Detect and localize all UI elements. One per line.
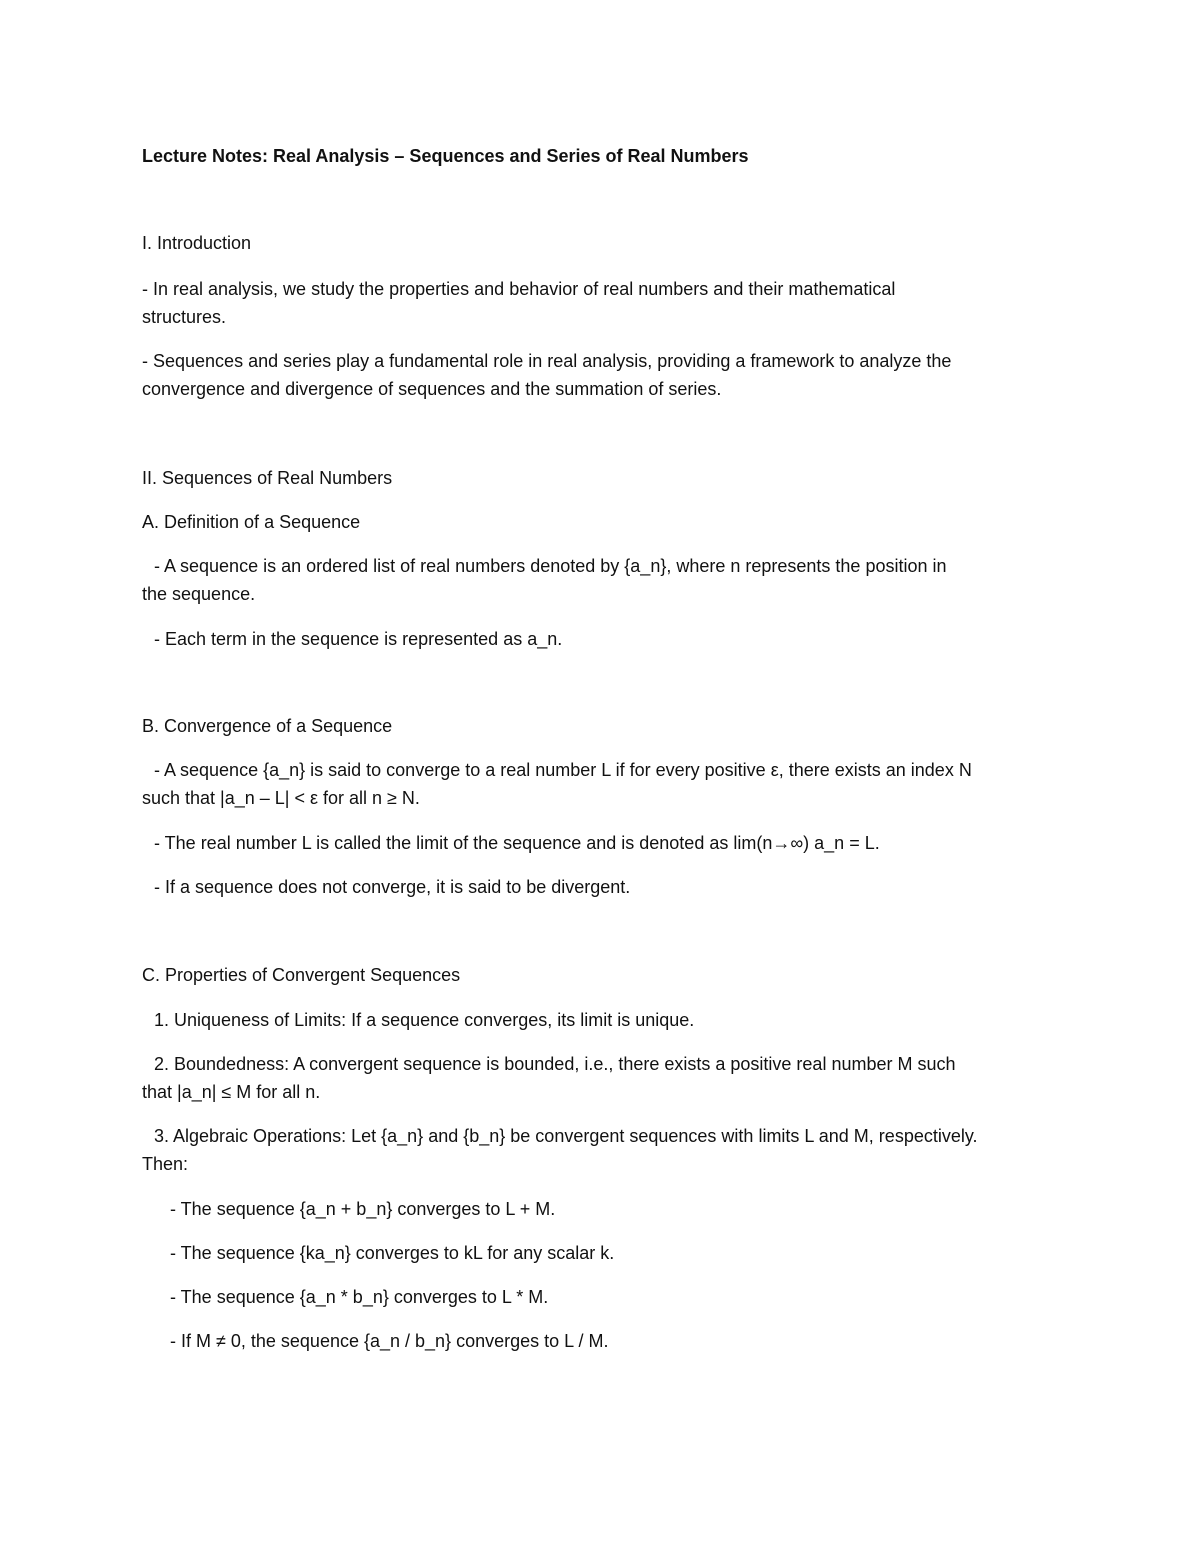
subsection-heading-properties: C. Properties of Convergent Sequences [142, 965, 461, 985]
intro-paragraph-2-line-2: convergence and divergence of sequences and the summation of series. [142, 379, 722, 399]
property-2-line-2: that |a_n| ≤ M for all n. [142, 1082, 321, 1102]
definition-bullet-2: - Each term in the sequence is represented as a_n. [154, 629, 563, 649]
property-3-line-1: 3. Algebraic Operations: Let {a_n} and {b_n} be convergent sequences with limits L and M, respectively. [154, 1126, 978, 1146]
algebraic-sub-bullet-scalar: - The sequence {ka_n} converges to kL for any scalar k. [170, 1243, 615, 1263]
document-title: Lecture Notes: Real Analysis – Sequences and Series of Real Numbers [142, 146, 749, 166]
definition-bullet-1-line-1: - A sequence is an ordered list of real numbers denoted by {a_n}, where n represents the position in [154, 556, 947, 576]
convergence-bullet-1-line-1: - A sequence {a_n} is said to converge to a real number L if for every positive ε, there exists an index N [154, 760, 972, 780]
subsection-heading-definition: A. Definition of a Sequence [142, 512, 361, 532]
convergence-bullet-2: - The real number L is called the limit of the sequence and is denoted as lim(n→∞) a_n = L. [154, 833, 880, 853]
subsection-heading-convergence: B. Convergence of a Sequence [142, 716, 393, 736]
property-3-line-2: Then: [142, 1154, 189, 1174]
convergence-bullet-1-line-2: such that |a_n – L| < ε for all n ≥ N. [142, 788, 420, 808]
section-heading-sequences: II. Sequences of Real Numbers [142, 468, 393, 488]
algebraic-sub-bullet-product: - The sequence {a_n * b_n} converges to L * M. [170, 1287, 549, 1307]
algebraic-sub-bullet-quotient: - If M ≠ 0, the sequence {a_n / b_n} converges to L / M. [170, 1331, 609, 1351]
intro-paragraph-1-line-1: - In real analysis, we study the properties and behavior of real numbers and their mathematical [142, 279, 896, 299]
intro-paragraph-1-line-2: structures. [142, 307, 227, 327]
convergence-bullet-3: - If a sequence does not converge, it is said to be divergent. [154, 877, 631, 897]
definition-bullet-1-line-2: the sequence. [142, 584, 256, 604]
section-heading-introduction: I. Introduction [142, 233, 252, 253]
algebraic-sub-bullet-sum: - The sequence {a_n + b_n} converges to L + M. [170, 1199, 556, 1219]
property-1-uniqueness: 1. Uniqueness of Limits: If a sequence converges, its limit is unique. [154, 1010, 695, 1030]
intro-paragraph-2-line-1: - Sequences and series play a fundamental role in real analysis, providing a framework to analyze the [142, 351, 952, 371]
property-2-line-1: 2. Boundedness: A convergent sequence is bounded, i.e., there exists a positive real number M such [154, 1054, 956, 1074]
